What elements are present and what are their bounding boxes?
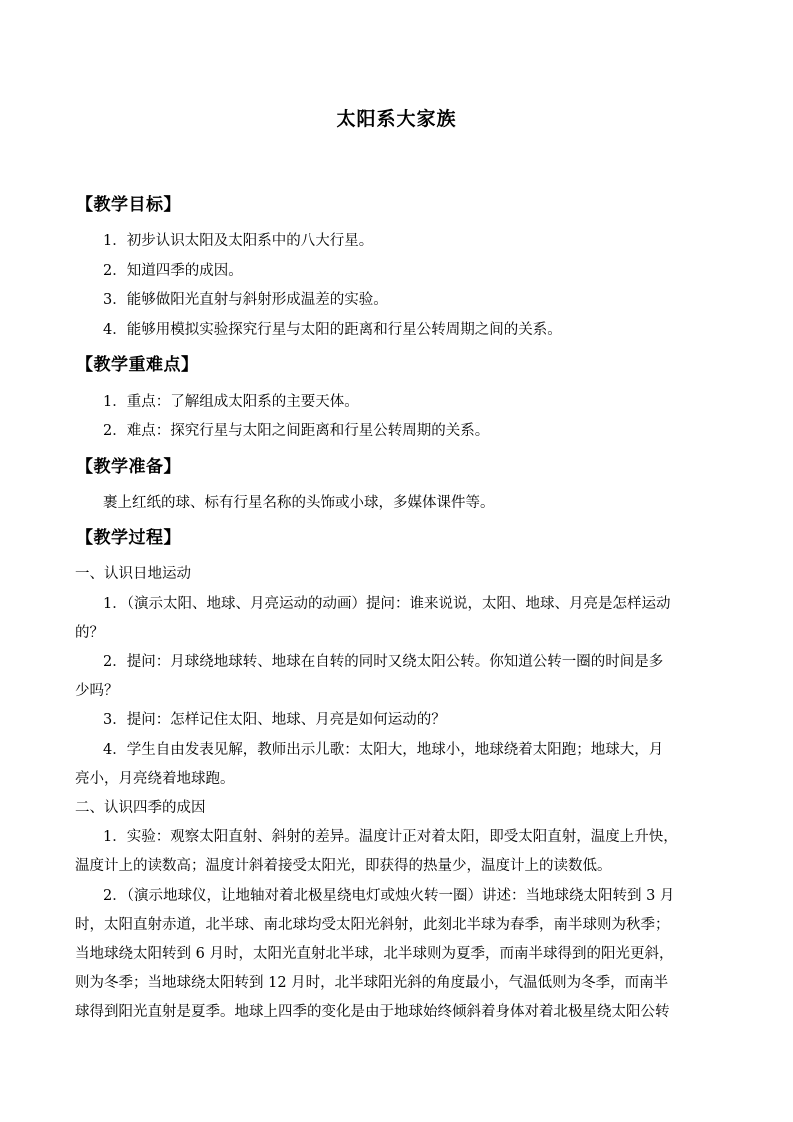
process-part1-line-3: 2．提问：月球绕地球转、地球在自转的同时又绕太阳公转。你知道公转一圈的时间是多 [103,654,664,670]
process-part1-line-5: 3．提问：怎样记住太阳、地球、月亮是如何运动的？ [103,712,446,728]
process-part2-line-5: 当地球绕太阳转到 6 月时，太阳光直射北半球，北半球则为夏季，而南半球得到的阳光更斜， [75,946,674,962]
process-part2-line-6: 则为冬季；当地球绕太阳转到 12 月时，北半球阳光斜的角度最小，气温低则为冬季，而南半 [75,975,669,991]
process-part1-line-1: 1．（演示太阳、地球、月亮运动的动画）提问：谁来说说，太阳、地球、月亮是怎样运动 [103,596,671,612]
process-part2-title: 二、认识四季的成因 [75,800,206,816]
process-part1-title: 一、认识日地运动 [75,566,191,582]
objective-item-3: 3．能够做阳光直射与斜射形成温差的实验。 [103,292,388,308]
process-part2-line-4: 时，太阳直射赤道，北半球、南北球均受太阳光斜射，此刻北半球为春季，南半球则为秋季； [75,917,670,933]
process-part2-line-7: 球得到阳光直射是夏季。地球上四季的变化是由于地球始终倾斜着身体对着北极星绕太阳公转 [75,1004,670,1020]
objective-item-2: 2．知道四季的成因。 [103,263,243,279]
key-point-item-1: 1．重点：了解组成太阳系的主要天体。 [103,394,359,410]
process-part2-line-3: 2．（演示地球仪，让地轴对着北极星绕电灯或烛火转一圈）讲述：当地球绕太阳转到 3 月 [103,888,675,904]
key-point-item-2: 2．难点：探究行星与太阳之间距离和行星公转周期的关系。 [103,423,490,439]
objective-item-1: 1．初步认识太阳及太阳系中的八大行星。 [103,233,374,249]
process-part2-line-2: 温度计上的读数高；温度计斜着接受太阳光，即获得的热量少，温度计上的读数低。 [75,858,612,874]
process-part2-line-1: 1．实验：观察太阳直射、斜射的差异。温度计正对着太阳，即受太阳直射，温度上升快， [103,829,678,845]
heading-objectives: 【教学目标】 [76,195,181,215]
process-part1-line-7: 亮小，月亮绕着地球跑。 [75,771,235,787]
heading-key-points: 【教学重难点】 [76,355,199,375]
preparation-text: 裹上红纸的球、标有行星名称的头饰或小球，多媒体课件等。 [103,495,495,511]
objective-item-4: 4．能够用模拟实验探究行星与太阳的距离和行星公转周期之间的关系。 [103,322,562,338]
heading-preparation: 【教学准备】 [76,457,181,477]
process-part1-line-2: 的？ [75,625,104,641]
process-part1-line-6: 4．学生自由发表见解，教师出示儿歌：太阳大，地球小，地球绕着太阳跑；地球大，月 [103,742,664,758]
document-title: 太阳系大家族 [336,108,457,130]
process-part1-line-4: 少吗？ [75,683,119,699]
heading-process: 【教学过程】 [76,528,181,548]
